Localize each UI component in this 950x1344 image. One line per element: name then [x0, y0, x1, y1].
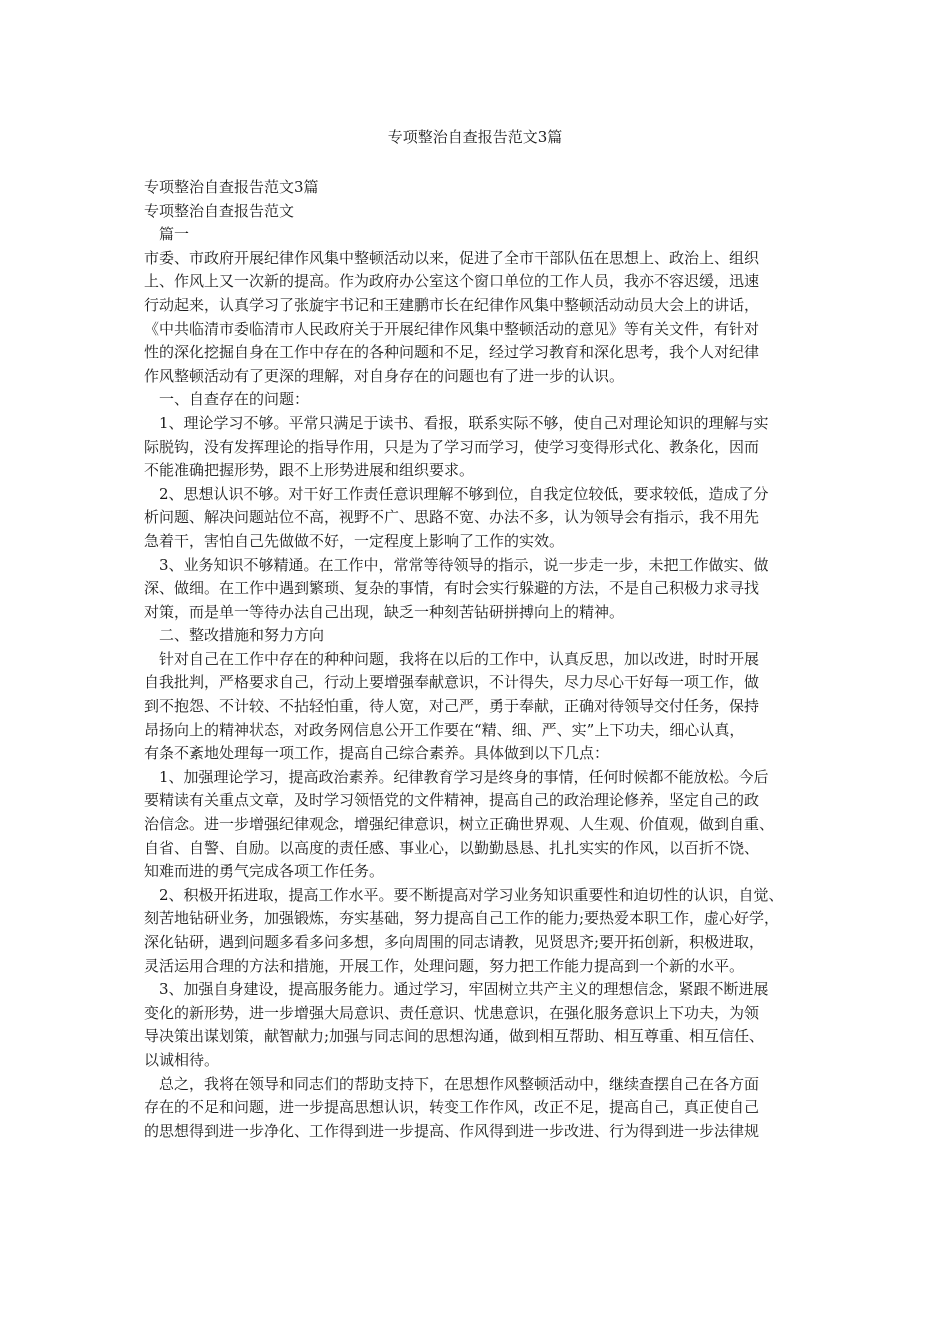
text-line: 际脱钩，没有发挥理论的指导作用，只是为了学习而学习，使学习变得形式化、教条化，因而 [144, 437, 760, 456]
text-line: 存在的不足和问题，进一步提高思想认识，转变工作作风，改正不足，提高自己，真正使自己 [144, 1098, 760, 1117]
text-line: 深、做细。在工作中遇到繁琐、复杂的事情，有时会实行躲避的方法，不是自己积极力求寻找 [144, 579, 760, 598]
text-line: 治信念。进一步增强纪律观念，增强纪律意识，树立正确世界观、人生观、价值观，做到自重、 [144, 815, 775, 834]
text-line: 急着干，害怕自己先做做不好，一定程度上影响了工作的实效。 [144, 531, 565, 550]
text-line: 1、理论学习不够。平常只满足于读书、看报，联系实际不够，使自己对理论知识的理解与实 [144, 413, 769, 432]
text-line: 到不抱怨、不计较、不拈轻怕重，待人宽，对己严，勇于奉献，正确对待领导交付任务，保持 [144, 697, 760, 716]
text-line: 篇一 [144, 225, 190, 244]
text-line: 析问题、解决问题站位不高，视野不广、思路不宽、办法不多，认为领导会有指示，我不用先 [144, 508, 760, 527]
text-line: 不能准确把握形势，跟不上形势进展和组织要求。 [144, 461, 475, 480]
text-line: 针对自己在工作中存在的种种问题，我将在以后的工作中，认真反思，加以改进，时时开展 [144, 649, 760, 668]
text-line: 二、整改措施和努力方向 [144, 626, 325, 645]
text-line: 导决策出谋划策，献智献力;加强与同志间的思想沟通，做到相互帮助、相互尊重、相互信任、 [144, 1027, 765, 1046]
text-line: 2、思想认识不够。对干好工作责任意识理解不够到位，自我定位较低，要求较低，造成了分 [144, 484, 769, 503]
document-title: 专项整治自查报告范文3篇 [387, 128, 563, 146]
text-line: 性的深化挖掘自身在工作中存在的各种问题和不足，经过学习教育和深化思考，我个人对纪律 [144, 343, 760, 362]
text-line: 3、加强自身建设，提高服务能力。通过学习，牢固树立共产主义的理想信念，紧跟不断进展 [144, 980, 769, 999]
text-line: 行动起来，认真学习了张旋宇书记和王建鹏市长在纪律作风集中整顿活动动员大会上的讲话， [144, 295, 760, 314]
text-line: 1、加强理论学习，提高政治素养。纪律教育学习是终身的事情，任何时候都不能放松。今后 [144, 767, 769, 786]
text-line: 3、业务知识不够精通。在工作中，常常等待领导的指示，说一步走一步，未把工作做实、做 [144, 555, 769, 574]
text-line: 知难而进的勇气完成各项工作任务。 [144, 862, 385, 881]
text-line: 市委、市政府开展纪律作风集中整顿活动以来，促进了全市干部队伍在思想上、政治上、组织 [144, 248, 760, 267]
text-line: 自我批判，严格要求自己，行动上要增强奉献意识，不计得失，尽力尽心干好每一项工作，做 [144, 673, 760, 692]
text-line: 作风整顿活动有了更深的理解，对自身存在的问题也有了进一步的认识。 [144, 366, 625, 385]
text-line: 《中共临清市委临清市人民政府关于开展纪律作风集中整顿活动的意见》等有关文件，有针对 [144, 319, 760, 338]
text-line: 变化的新形势，进一步增强大局意识、责任意识、忧患意识，在强化服务意识上下功夫，为领 [144, 1003, 760, 1022]
text-line: 专项整治自查报告范文 [144, 201, 295, 220]
text-line: 专项整治自查报告范文3篇 [144, 178, 319, 196]
document-body [144, 176, 820, 1143]
text-line: 上、作风上又一次新的提高。作为政府办公室这个窗口单位的工作人员，我亦不容迟缓，迅速 [144, 272, 760, 291]
text-line: 一、自查存在的问题： [144, 390, 310, 409]
text-line: 要精读有关重点文章，及时学习领悟党的文件精神，提高自己的政治理论修养，坚定自己的政 [144, 791, 760, 810]
text-line: 有条不紊地处理每一项工作，提高自己综合素养。具体做到以下几点： [144, 744, 610, 763]
text-line: 对策，而是单一等待办法自己出现，缺乏一种刻苦钻研拼搏向上的精神。 [144, 602, 625, 621]
text-line: 刻苦地钻研业务，加强锻炼，夯实基础，努力提高自己工作的能力;要热爱本职工作，虚心好学， [144, 909, 780, 928]
text-line: 自省、自警、自励。以高度的责任感、事业心，以勤勤恳恳、扎扎实实的作风，以百折不饶、 [144, 838, 760, 857]
text-line: 昂扬向上的精神状态，对政务网信息公开工作要在“精、细、严、实”上下功夫，细心认真， [144, 720, 745, 739]
text-line: 以诚相待。 [144, 1050, 220, 1069]
text-line: 灵活运用合理的方法和措施，开展工作，处理问题，努力把工作能力提高到一个新的水平。 [144, 956, 745, 975]
text-line: 的思想得到进一步净化、工作得到进一步提高、作风得到进一步改进、行为得到进一步法律规 [144, 1121, 760, 1140]
text-line: 总之，我将在领导和同志们的帮助支持下，在思想作风整顿活动中，继续查摆自己在各方面 [144, 1074, 760, 1093]
text-line: 深化钻研，遇到问题多看多问多想，多向周围的同志请教，见贤思齐;要开拓创新，积极进取， [144, 933, 765, 951]
text-line: 2、积极开拓进取，提高工作水平。要不断提高对学习业务知识重要性和迫切性的认识，自觉、 [144, 885, 784, 904]
